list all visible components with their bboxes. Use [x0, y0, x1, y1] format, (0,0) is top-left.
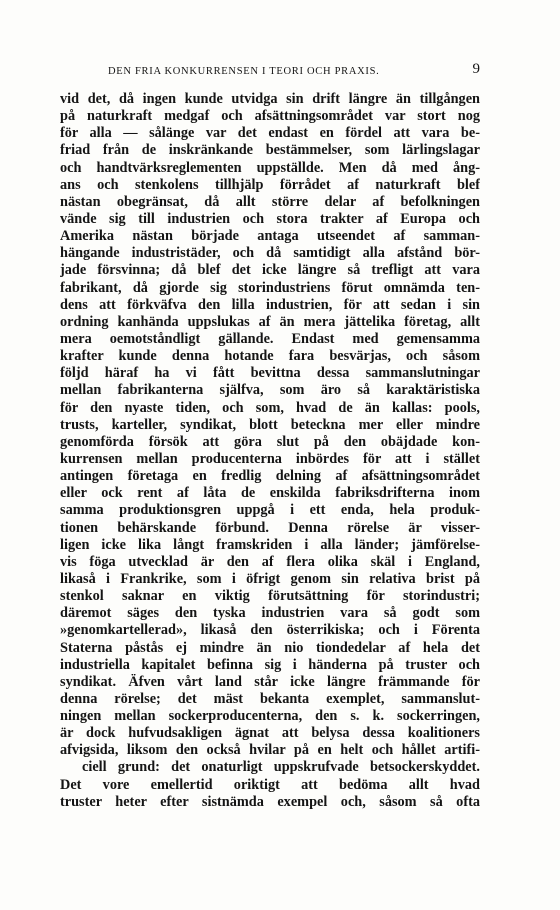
- text-line: denna rörelse; det mäst bekanta exemplet, sammanslut-: [60, 690, 480, 707]
- text-line: jade försvinna; då blef det icke längre så trefligt att vara: [60, 262, 480, 279]
- text-line: krafter kunde denna hotande fara besvärjas, och såsom: [60, 348, 480, 365]
- text-line: genomförda försök att göra slut på den obäjdade kon-: [60, 433, 480, 450]
- page-header: [60, 62, 480, 86]
- text-line: för den nyaste tiden, och som, hvad de än kallas: pools,: [60, 399, 480, 416]
- text-line: mera oemotståndligt gällande. Endast med gemensamma: [60, 330, 480, 347]
- text-line: friad från de inskränkande bestämmelser, som lärlingslagar: [60, 142, 480, 159]
- text-line: ligen icke lika långt framskriden i alla länder; jämförelse-: [60, 536, 480, 553]
- text-line: följd häraf ha vi fått bevittna dessa sammanslutningar: [60, 365, 480, 382]
- text-line: är dock hufvudsakligen ägnat att belysa dessa koalitioners: [60, 725, 480, 742]
- text-line: mellan fabrikanterna själfva, som äro så karaktäristiska: [60, 382, 480, 399]
- text-line: nästan obegränsat, då allt större delar af befolkningen: [60, 193, 480, 210]
- text-line: dens att förkväfva den lilla industrien, för att sedan i sin: [60, 296, 480, 313]
- text-line: syndikat. Äfven vårt land står icke längre främmande för: [60, 673, 480, 690]
- text-line: hängande industristäder, och då samtidigt alla afstånd bör-: [60, 245, 480, 262]
- text-line: däremot säges den tyska industrien vara så godt som: [60, 605, 480, 622]
- running-head: DEN FRIA KONKURRENSEN I TEORI OCH PRAXIS.: [108, 66, 380, 77]
- text-line: industriella kapitalet befinna sig i händerna på truster och: [60, 656, 480, 673]
- text-line: och handtvärksreglementen uppställde. Men då med ång-: [60, 159, 480, 176]
- text-line: Staterna påstås ej mindre än nio tiondedelar af hela det: [60, 639, 480, 656]
- text-line: samma produktionsgren uppgå i ett enda, hela produk-: [60, 502, 480, 519]
- text-line: fabrikant, då gjorde sig storindustriens förut omnämda ten-: [60, 279, 480, 296]
- text-line: truster heter efter sistnämda exempel och, såsom så ofta: [60, 793, 480, 810]
- text-line: »genomkartellerad», likaså den österrikiska; och i Förenta: [60, 622, 480, 639]
- text-line: för alla — sålänge var det endast en fördel att vara be-: [60, 125, 480, 142]
- text-line: vis föga utvecklad är den af flera olika skäl i England,: [60, 553, 480, 570]
- text-line: stenkol saknar en viktig förutsättning för storindustri;: [60, 588, 480, 605]
- text-line: eller ock rent af låta de enskilda fabriksdrifterna inom: [60, 485, 480, 502]
- text-line: likaså i Frankrike, som i öfrigt genom sin relativa brist på: [60, 570, 480, 587]
- page-number: 9: [472, 61, 480, 77]
- text-line: ningen mellan sockerproducenterna, den s. k. sockerringen,: [60, 708, 480, 725]
- text-line: trusts, karteller, syndikat, blott beteckna mer eller mindre: [60, 416, 480, 433]
- text-line: kurrensen mellan producenterna inbördes för att i stället: [60, 450, 480, 467]
- text-line: på naturkraft medgaf och afsättningsområdet var stort nog: [60, 108, 480, 125]
- text-line: ciell grund: det onaturligt uppskrufvade betsockerskyddet.: [82, 759, 480, 776]
- text-line: tionen behärskande förbund. Denna rörelse är visser-: [60, 519, 480, 536]
- text-line: vände sig till industrien och stora trakter af Europa och: [60, 210, 480, 227]
- text-line: Amerika nästan började antaga utseendet af samman-: [60, 228, 480, 245]
- text-line: afvigsida, liksom den också hvilar på en helt och hållet artifi-: [60, 742, 480, 759]
- body-text: [60, 91, 480, 811]
- text-line: antingen företaga en fredlig delning af afsättningsområdet: [60, 468, 480, 485]
- text-line: ans och stenkolens tillhjälp förrådet af naturkraft blef: [60, 176, 480, 193]
- text-line: ordning kanhända uppslukas af än mera jättelika företag, allt: [60, 313, 480, 330]
- text-line: vid det, då ingen kunde utvidga sin drift längre än tillgången: [60, 91, 480, 107]
- text-line: Det vore emellertid oriktigt att bedöma allt hvad: [60, 776, 480, 793]
